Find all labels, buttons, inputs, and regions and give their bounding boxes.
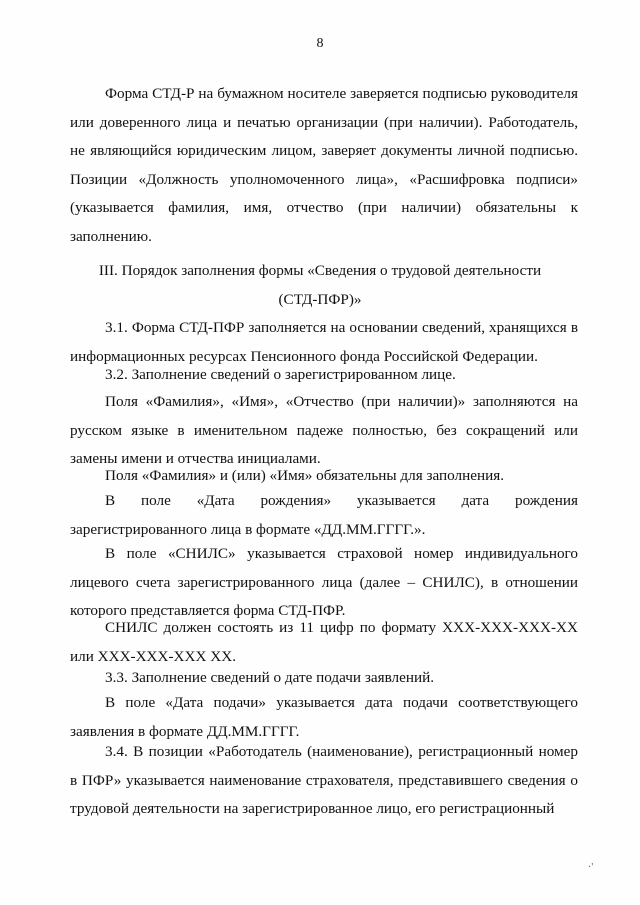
section-heading: [60, 257, 580, 314]
paragraph-snils: В поле «СНИЛС» указывается страховой номер индивидуального лицевого счета зарегистрированного лица (далее – СНИЛС), в отношении которого представляется форма СТД-ПФР.: [70, 545, 578, 620]
paragraph-submission-date: В поле «Дата подачи» указывается дата подачи соответствующего заявления в формате ДД.ММ.ГГГГ.: [70, 694, 578, 740]
page-number: 8: [316, 36, 324, 51]
section-heading-line-1: III. Порядок заполнения формы «Сведения о трудовой деятельности: [98, 262, 542, 279]
section-heading-line-2: (СТД-ПФР)»: [278, 290, 362, 308]
paragraph-snils-format: СНИЛС должен состоять из 11 цифр по формату XXX-XXX-XXX-XX или XXX-XXX-XXX XX.: [70, 619, 578, 665]
paragraph-3-1: 3.1. Форма СТД-ПФР заполняется на основании сведений, хранящихся в информационных ресурсах Пенсионного фонда Российской Федерации.: [70, 319, 578, 365]
paragraph-3-2: 3.2. Заполнение сведений о зарегистрированном лице.: [105, 366, 456, 383]
paragraph-3-4: 3.4. В позиции «Работодатель (наименование), регистрационный номер в ПФР» указывается наименование страхователя, представившего сведения о трудовой деятельности на зарегистрированное лицо, его регистрационный: [70, 743, 578, 818]
paragraph-name-fields: Поля «Фамилия», «Имя», «Отчество (при наличии)» заполняются на русском языке в именительном падеже полностью, без сокращений или замены имени и отчества инициалами.: [70, 393, 578, 468]
paragraph-birth-date: В поле «Дата рождения» указывается дата рождения зарегистрированного лица в формате «ДД.ММ.ГГГГ.».: [70, 492, 578, 538]
margin-mark: ·': [588, 862, 594, 873]
paragraph-3-3: 3.3. Заполнение сведений о дате подачи заявлений.: [105, 669, 435, 686]
paragraph-std-r-certification: Форма СТД-Р на бумажном носителе заверяется подписью руководителя или доверенного лица и печатью организации (при наличии). Работодатель, не являющийся юридическим лицом, заверяет документы личной подписью. Позиции «Должность уполномоченного лица», «Расшифровка подписи» (указывается фамилия, имя, отчество (при наличии) обязательны к заполнению.: [70, 85, 578, 245]
paragraph-name-required: Поля «Фамилия» и (или) «Имя» обязательны для заполнения.: [105, 467, 505, 484]
